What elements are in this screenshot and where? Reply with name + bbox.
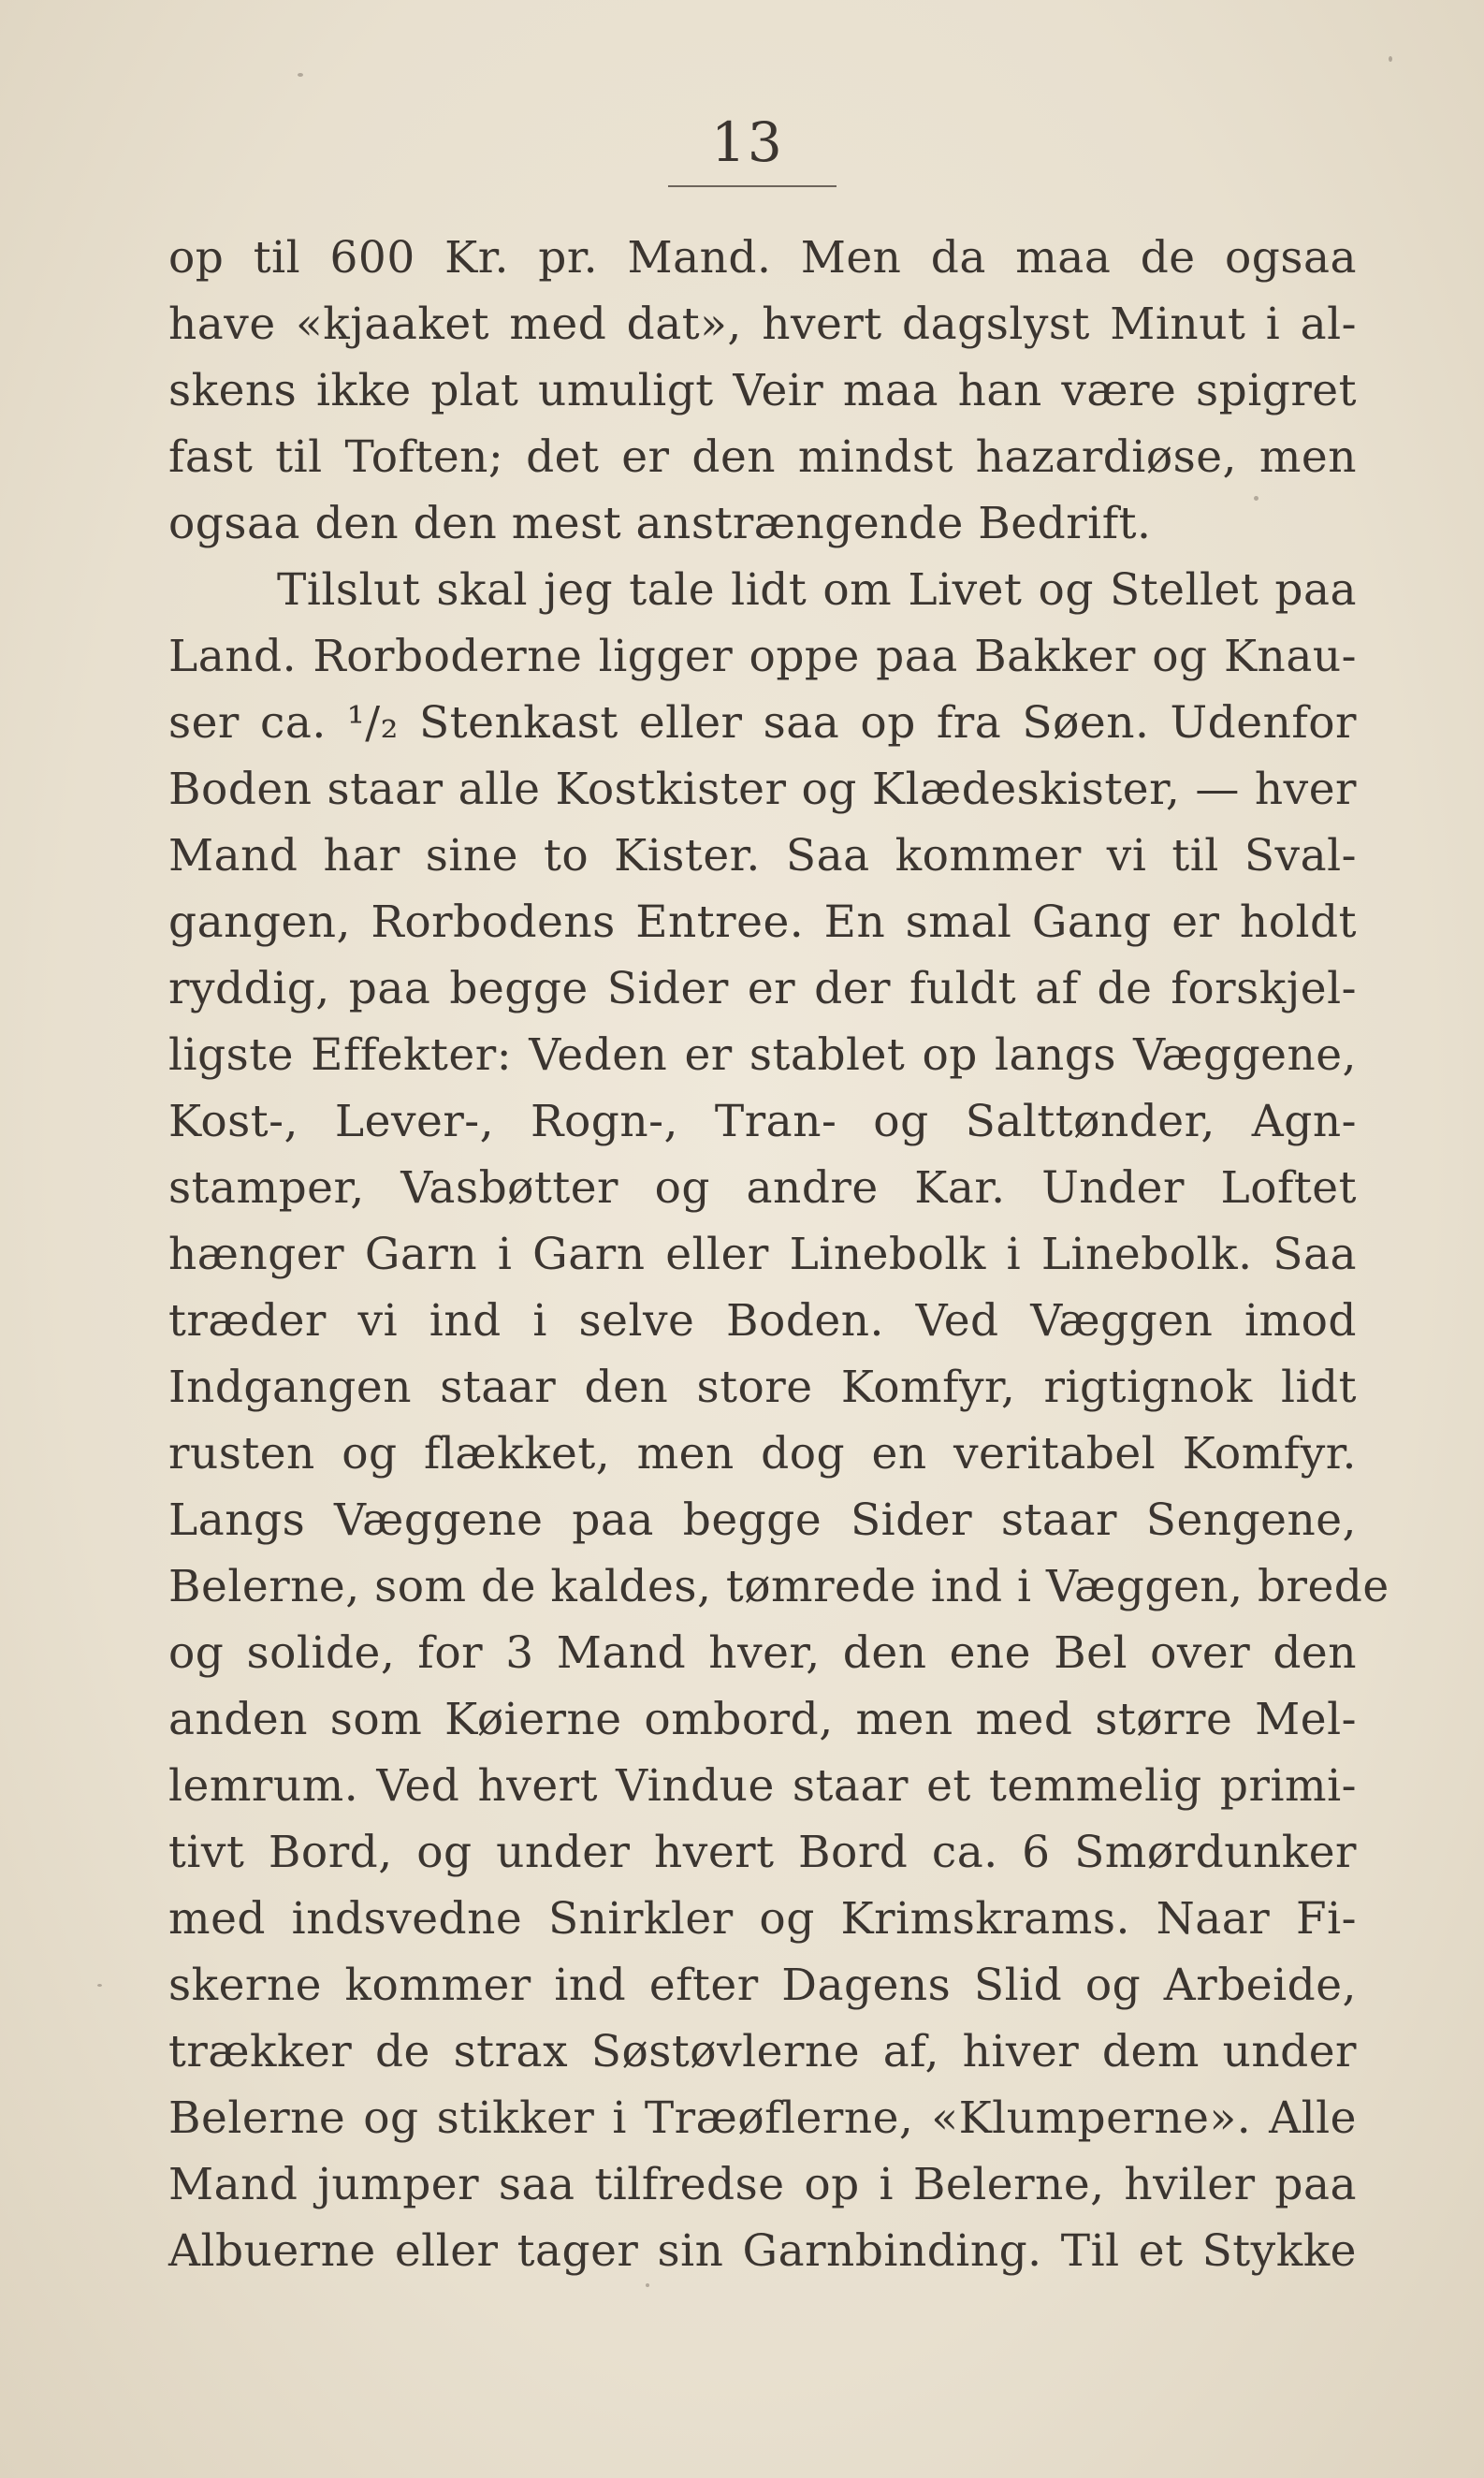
text-line: stamper, Vasbøtter og andre Kar. Under Loftet	[168, 1162, 1357, 1214]
text-line: og solide, for 3 Mand hver, den ene Bel over den	[168, 1627, 1357, 1679]
text-line: skerne kommer ind efter Dagens Slid og Arbeide,	[168, 1960, 1357, 2011]
page-number-rule	[668, 185, 837, 187]
text-line: Belerne, som de kaldes, tømrede ind i Væggen, brede	[168, 1561, 1389, 1612]
text-line: ligste Effekter: Veden er stablet op langs Væggene,	[168, 1029, 1357, 1081]
text-line: Indgangen staar den store Komfyr, rigtignok lidt	[168, 1362, 1357, 1413]
text-line: skens ikke plat umuligt Veir maa han være spigret	[168, 365, 1357, 416]
text-line: ogsaa den den mest anstrængende Bedrift.	[168, 498, 1152, 549]
text-line: Langs Væggene paa begge Sider staar Sengene,	[168, 1494, 1357, 1546]
text-line: Tilslut skal jeg tale lidt om Livet og Stellet paa	[277, 564, 1357, 616]
text-line: fast til Toften; det er den mindst hazardiøse, men	[168, 431, 1357, 483]
text-line: rusten og flækket, men dog en veritabel Komfyr.	[168, 1428, 1357, 1480]
paper-speck	[1254, 496, 1258, 501]
text-line: med indsvedne Snirkler og Krimskrams. Naar Fi-	[168, 1893, 1357, 1945]
text-line: tivt Bord, og under hvert Bord ca. 6 Smørdunker	[168, 1827, 1357, 1878]
body-text	[168, 225, 1389, 2284]
text-line: trækker de strax Søstøvlerne af, hiver dem under	[168, 2026, 1357, 2077]
text-line: gangen, Rorbodens Entree. En smal Gang er holdt	[168, 896, 1357, 948]
text-line: Kost-, Lever-, Rogn-, Tran- og Salttønder, Agn-	[168, 1096, 1357, 1147]
text-line: Mand har sine to Kister. Saa kommer vi til Sval-	[168, 830, 1357, 882]
text-line: Albuerne eller tager sin Garnbinding. Til et Stykke	[168, 2225, 1357, 2277]
text-line: have «kjaaket med dat», hvert dagslyst Minut i al-	[168, 299, 1357, 350]
text-line: Land. Rorboderne ligger oppe paa Bakker og Knau-	[168, 631, 1357, 682]
text-line: lemrum. Ved hvert Vindue staar et temmelig primi-	[168, 1760, 1357, 1812]
page-number: 13	[711, 110, 784, 174]
text-line: Mand jumper saa tilfredse op i Belerne, hviler paa	[168, 2159, 1357, 2210]
paper-speck	[97, 1984, 102, 1987]
text-line: træder vi ind i selve Boden. Ved Væggen imod	[168, 1295, 1357, 1347]
text-line: anden som Køierne ombord, men med større Mel-	[168, 1694, 1357, 1745]
text-line: ser ca. ¹/₂ Stenkast eller saa op fra Søen. Udenfor	[168, 697, 1357, 749]
text-line: hænger Garn i Garn eller Linebolk i Linebolk. Saa	[168, 1229, 1357, 1280]
text-line: Boden staar alle Kostkister og Klædeskister, — hver	[168, 764, 1357, 815]
paper-speck	[646, 2283, 649, 2287]
paper-speck	[298, 73, 303, 77]
paper-speck	[1389, 56, 1392, 62]
text-line: op til 600 Kr. pr. Mand. Men da maa de ogsaa	[168, 232, 1357, 284]
text-line: ryddig, paa begge Sider er der fuldt af de forskjel-	[168, 963, 1357, 1014]
text-line: Belerne og stikker i Træøflerne, «Klumperne». Alle	[168, 2092, 1357, 2144]
